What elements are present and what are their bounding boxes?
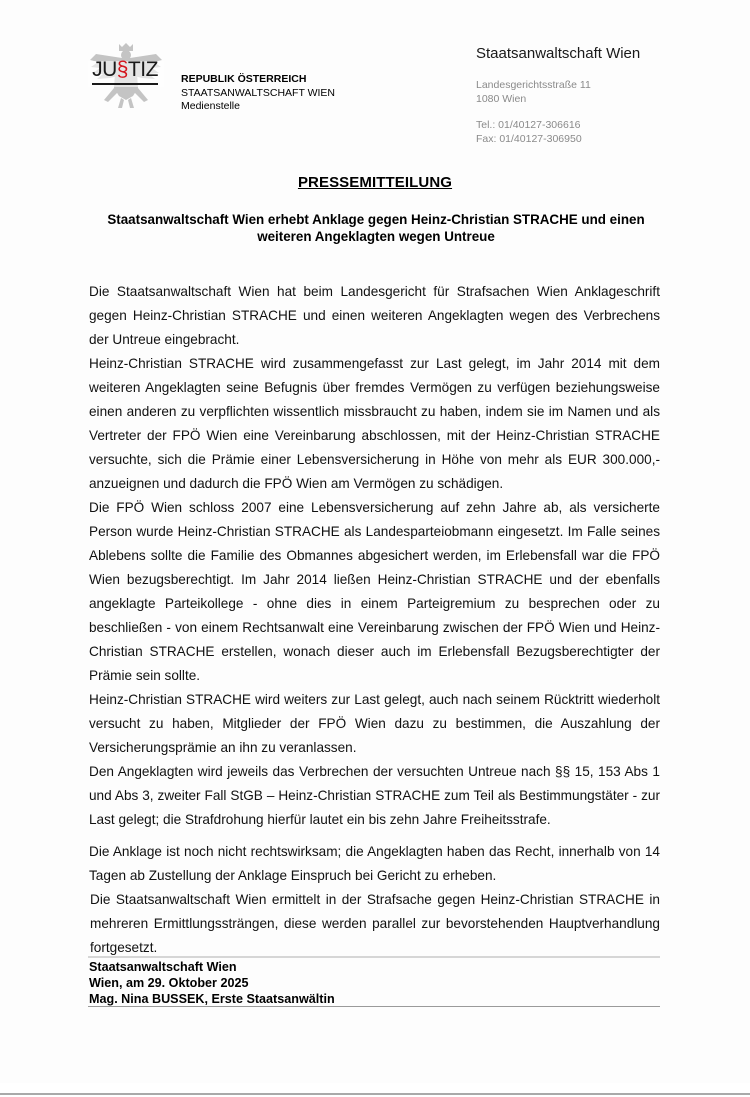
signature-author: Mag. Nina BUSSEK, Erste Staatsanwältin [89,992,335,1006]
paragraph: Die Staatsanwaltschaft Wien hat beim Landesgericht für Strafsachen Wien Anklageschrift gegen Heinz-Christian STRACHE und einen weiteren Angeklagten wegen des Verbrechens der Untreue eingebracht. [89,284,660,347]
phone-numbers [476,119,640,146]
signature-block [89,959,335,1007]
org-republic: REPUBLIK ÖSTERREICH [181,73,307,85]
contact-title: Staatsanwaltschaft Wien [476,45,641,62]
paragraph: Die FPÖ Wien schloss 2007 eine Lebensversicherung auf zehn Jahre ab, als versicherte Person wurde Heinz-Christian STRACHE als Landesparteiobmann eingesetzt. Im Falle seines Ablebens sollte die Familie des Obmannes abgesichert werden, im Erlebensfall war die FPÖ Wien bezugsberechtigt. Im Jahr 2014 ließen Heinz-Christian STRACHE und der ebenfalls angeklagte Parteikollege - ohne dies in einem Parteigremium zu besprechen oder zu beschließen - von einem Rechtsanwalt eine Vereinbarung zwischen der FPÖ Wien und Heinz-Christian STRACHE erstellen, wonach dieser auch im Erlebensfall Bezugsberechtigter der Prämie sein sollte. [89,500,660,683]
org-office: STAATSANWALTSCHAFT WIEN [181,86,336,99]
signature-divider-bottom [88,1006,660,1007]
press-release-body [89,280,660,960]
paragraph: Den Angeklagten wird jeweils das Verbrechen der versuchten Untreue nach §§ 15, 153 Abs 1 und Abs 3, zweiter Fall StGB – Heinz-Christian STRACHE zum Teil als Bestimmungstäter - zur Last gelegt; die Strafdrohung hierfür lautet ein bis zehn Jahre Freiheitsstrafe. [89,764,660,827]
organization-block [181,73,335,114]
justiz-logo [88,42,164,110]
wordmark-prefix: JU [92,58,117,81]
justiz-wordmark [90,59,160,81]
page-edge [0,1093,750,1095]
wordmark-underline [92,83,158,85]
address-city: 1080 Wien [476,92,527,105]
paragraph: Heinz-Christian STRACHE wird zusammengefasst zur Last gelegt, im Jahr 2014 mit dem weiteren Angeklagten seine Befugnis über fremdes Vermögen zu verfügen beziehungsweise einen anderen zu verpflichten wissentlich missbraucht zu haben, indem sie im Namen und als Vertreter der FPÖ Wien eine Vereinbarung abschlossen, mit der Heinz-Christian STRACHE versuchte, sich die Prämie einer Lebensversicherung in Höhe von mehr als EUR 300.000,- anzueignen und dadurch die FPÖ Wien am Vermögen zu schädigen. [89,356,660,491]
signature-office: Staatsanwaltschaft Wien [89,960,237,974]
page-subtitle: Staatsanwaltschaft Wien erhebt Anklage gegen Heinz-Christian STRACHE und einen weiteren Angeklagten wegen Untreue [107,212,645,244]
address-street: Landesgerichtsstraße 11 [476,79,591,91]
telephone: Tel.: 01/40127-306616 [476,119,581,131]
org-department: Medienstelle [181,100,240,112]
paragraph: Die Anklage ist noch nicht rechtswirksam; die Angeklagten haben das Recht, innerhalb von 14 Tagen ab Zustellung der Anklage Einspruch bei Gericht zu erheben. [89,844,660,883]
page-title: PRESSEMITTEILUNG [297,174,453,191]
signature-divider-top [88,956,660,958]
signature-date: Wien, am 29. Oktober 2025 [89,976,249,990]
contact-block [476,45,640,146]
fax: Fax: 01/40127-306950 [476,132,582,145]
paragraph: Die Staatsanwaltschaft Wien ermittelt in der Strafsache gegen Heinz-Christian STRACHE in mehreren Ermittlungssträngen, diese werden parallel zur bevorstehenden Hauptverhandlung fortgesetzt. [90,892,660,955]
wordmark-suffix: TIZ [127,58,158,81]
paragraph-symbol-icon: § [116,58,128,81]
paragraph: Heinz-Christian STRACHE wird weiters zur Last gelegt, auch nach seinem Rücktritt wiederholt versucht zu haben, Mitglieder der FPÖ Wien dazu zu bestimmen, die Auszahlung der Versicherungsprämie an ihn zu veranlassen. [89,692,660,755]
address [476,79,640,106]
